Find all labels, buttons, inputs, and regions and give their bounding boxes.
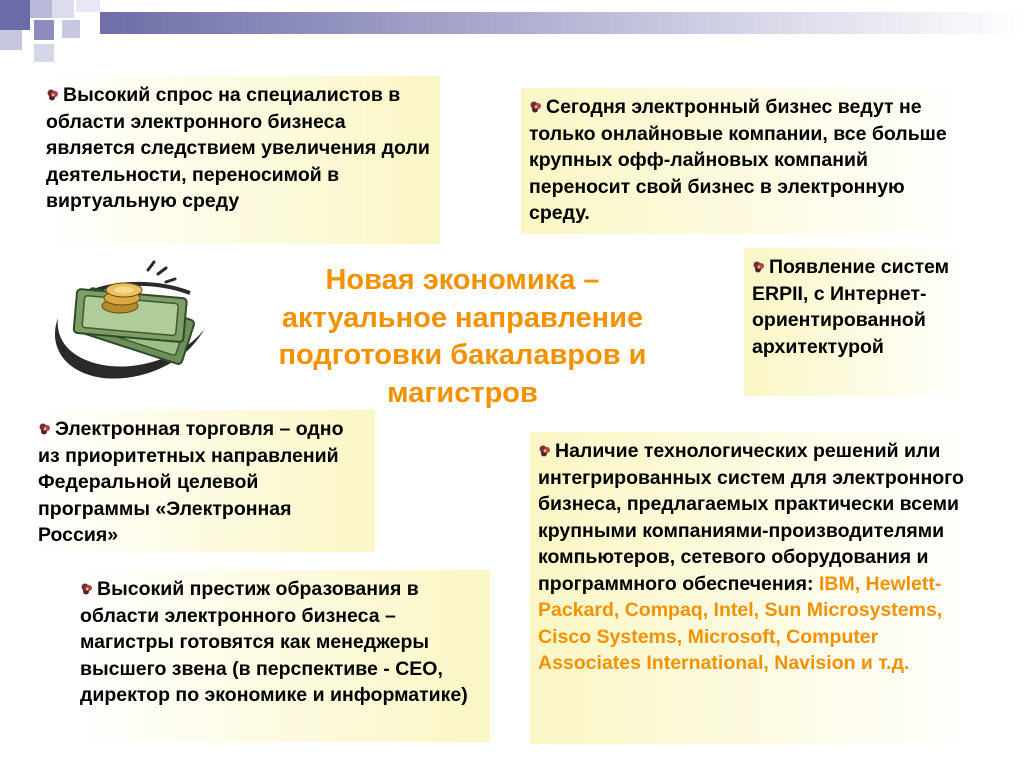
deco-square — [0, 30, 22, 50]
header-bar — [100, 12, 1024, 34]
flower-bullet-icon — [38, 417, 52, 431]
prestige-text: Высокий престиж образования в области электронного бизнеса – магистры готовятся как менеджеры высшего звена (в перспективе - CEO, директор по экономике и информатике) — [80, 578, 468, 706]
flower-bullet-icon — [46, 83, 60, 97]
trade-block — [30, 410, 375, 552]
deco-square — [62, 20, 80, 38]
money-coins-clipart — [40, 258, 220, 403]
trade-text: Электронная торговля – одно из приоритетных направлений Федеральной целевой программы «Электронная Россия» — [38, 418, 344, 546]
tech-text: Наличие технологических решений или интегрированных систем для электронного бизнеса, предлагаемых практически всеми крупными компаниями-производителями компьютеров, сетевого оборудования и программного обеспечения: — [538, 440, 964, 595]
slide-title: Новая экономика – актуальное направление подготовки бакалавров и магистров — [278, 264, 647, 409]
deco-square — [34, 20, 54, 40]
deco-square — [0, 0, 30, 30]
deco-square — [76, 0, 100, 12]
flower-bullet-icon — [80, 577, 94, 591]
deco-square — [34, 44, 54, 62]
flower-bullet-icon — [538, 439, 552, 453]
today-text: Сегодня электронный бизнес ведут не только онлайновые компании, все больше крупных офф-лайновых компаний переносит свой бизнес в электронную среду. — [529, 96, 947, 224]
tech-block — [530, 432, 980, 744]
flower-bullet-icon — [752, 255, 766, 269]
prestige-block — [72, 570, 490, 742]
demand-text: Высокий спрос на специалистов в области электронного бизнеса является следствием увеличения доли деятельности, переносимой в виртуальную среду — [46, 84, 430, 212]
deco-square — [52, 0, 74, 18]
flower-bullet-icon — [529, 95, 543, 109]
erp-block — [744, 248, 969, 396]
deco-square — [30, 0, 52, 18]
demand-block — [38, 76, 440, 244]
tech-companies: IBM, Hewlett-Packard, Compaq, Intel, Sun Microsystems, Cisco Systems, Microsoft, Computer Associates International, Navision и т.д. — [538, 572, 943, 674]
today-block — [521, 88, 973, 234]
erp-text: Появление систем ERPII, с Интернет-ориентированной архитектурой — [752, 256, 950, 358]
